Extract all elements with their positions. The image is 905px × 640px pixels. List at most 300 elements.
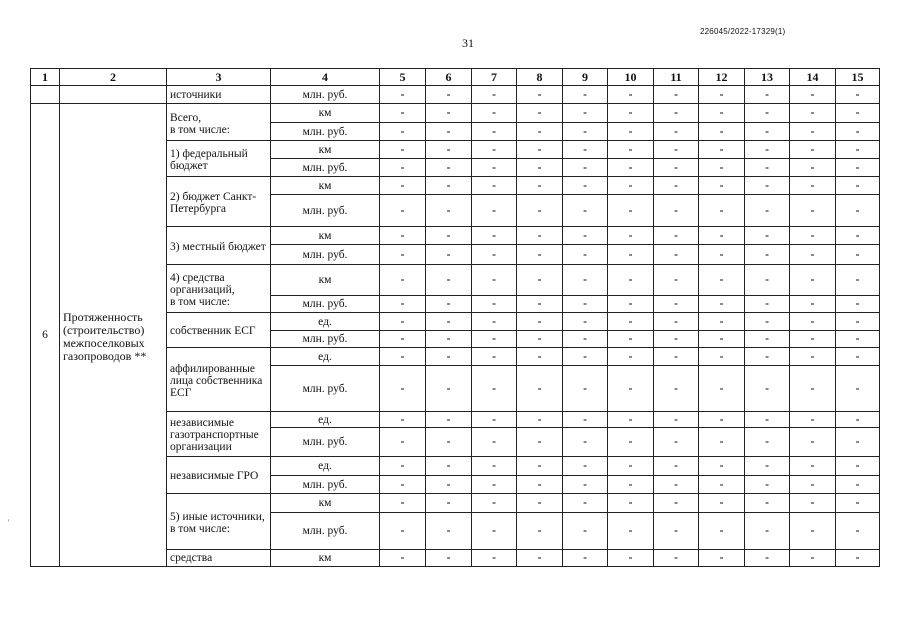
- value-cell: -: [790, 428, 836, 457]
- value-cell: -: [517, 366, 563, 412]
- value-cell: -: [745, 245, 790, 265]
- value-cell: -: [563, 296, 608, 313]
- value-cell: -: [790, 227, 836, 245]
- value-cell: -: [654, 313, 699, 331]
- source-cell: 4) средства организаций, в том числе:: [167, 265, 271, 313]
- value-cell: -: [563, 86, 608, 104]
- unit-cell: ед.: [271, 313, 380, 331]
- unit-cell: млн. руб.: [271, 513, 380, 550]
- value-cell: -: [654, 513, 699, 550]
- value-cell: -: [608, 331, 654, 348]
- value-cell: -: [790, 313, 836, 331]
- value-cell: -: [699, 123, 745, 141]
- value-cell: -: [699, 428, 745, 457]
- value-cell: -: [836, 296, 880, 313]
- indicator-cell: [60, 86, 167, 104]
- value-cell: -: [790, 550, 836, 567]
- value-cell: -: [836, 476, 880, 494]
- value-cell: -: [426, 123, 472, 141]
- value-cell: -: [836, 86, 880, 104]
- value-cell: -: [745, 195, 790, 227]
- value-cell: -: [426, 331, 472, 348]
- value-cell: -: [790, 245, 836, 265]
- value-cell: -: [380, 550, 426, 567]
- value-cell: -: [426, 366, 472, 412]
- value-cell: -: [563, 428, 608, 457]
- value-cell: -: [563, 265, 608, 296]
- value-cell: -: [699, 494, 745, 513]
- value-cell: -: [836, 550, 880, 567]
- value-cell: -: [426, 296, 472, 313]
- value-cell: -: [836, 227, 880, 245]
- value-cell: -: [472, 494, 517, 513]
- source-cell: Всего, в том числе:: [167, 104, 271, 141]
- value-cell: -: [745, 159, 790, 177]
- value-cell: -: [426, 428, 472, 457]
- value-cell: -: [426, 104, 472, 123]
- value-cell: -: [745, 296, 790, 313]
- column-header-15: 15: [836, 69, 880, 86]
- value-cell: -: [790, 86, 836, 104]
- value-cell: -: [426, 265, 472, 296]
- value-cell: -: [654, 412, 699, 428]
- value-cell: -: [790, 348, 836, 366]
- table-row: [31, 86, 880, 104]
- value-cell: -: [745, 265, 790, 296]
- source-cell: независимые газотранспортные организации: [167, 412, 271, 457]
- value-cell: -: [517, 476, 563, 494]
- value-cell: -: [380, 296, 426, 313]
- unit-cell: ед.: [271, 412, 380, 428]
- value-cell: -: [517, 550, 563, 567]
- value-cell: -: [380, 331, 426, 348]
- value-cell: -: [654, 123, 699, 141]
- unit-cell: млн. руб.: [271, 296, 380, 313]
- value-cell: -: [563, 348, 608, 366]
- row-number-cell: 6: [31, 104, 60, 567]
- value-cell: -: [380, 265, 426, 296]
- unit-cell: ед.: [271, 348, 380, 366]
- value-cell: -: [608, 476, 654, 494]
- value-cell: -: [380, 86, 426, 104]
- value-cell: -: [472, 457, 517, 476]
- value-cell: -: [790, 331, 836, 348]
- value-cell: -: [426, 141, 472, 159]
- value-cell: -: [836, 331, 880, 348]
- value-cell: -: [608, 313, 654, 331]
- value-cell: -: [380, 412, 426, 428]
- unit-cell: км: [271, 177, 380, 195]
- value-cell: -: [608, 412, 654, 428]
- source-cell: независимые ГРО: [167, 457, 271, 494]
- value-cell: -: [517, 227, 563, 245]
- value-cell: -: [745, 366, 790, 412]
- source-cell: 3) местный бюджет: [167, 227, 271, 265]
- value-cell: -: [426, 476, 472, 494]
- value-cell: -: [790, 104, 836, 123]
- unit-cell: млн. руб.: [271, 159, 380, 177]
- value-cell: -: [563, 366, 608, 412]
- value-cell: -: [472, 513, 517, 550]
- value-cell: -: [608, 177, 654, 195]
- value-cell: -: [563, 412, 608, 428]
- value-cell: -: [517, 86, 563, 104]
- value-cell: -: [426, 513, 472, 550]
- value-cell: -: [380, 313, 426, 331]
- unit-cell: км: [271, 550, 380, 567]
- value-cell: -: [426, 550, 472, 567]
- value-cell: -: [608, 86, 654, 104]
- column-header-6: 6: [426, 69, 472, 86]
- value-cell: -: [472, 159, 517, 177]
- value-cell: -: [608, 265, 654, 296]
- value-cell: -: [472, 296, 517, 313]
- value-cell: -: [699, 86, 745, 104]
- value-cell: -: [517, 159, 563, 177]
- column-header-1: 1: [31, 69, 60, 86]
- value-cell: -: [472, 428, 517, 457]
- unit-cell: км: [271, 227, 380, 245]
- value-cell: -: [472, 348, 517, 366]
- value-cell: -: [790, 177, 836, 195]
- value-cell: -: [380, 227, 426, 245]
- value-cell: -: [654, 296, 699, 313]
- value-cell: -: [745, 428, 790, 457]
- value-cell: -: [699, 227, 745, 245]
- value-cell: -: [517, 331, 563, 348]
- value-cell: -: [654, 159, 699, 177]
- value-cell: -: [699, 159, 745, 177]
- value-cell: -: [836, 366, 880, 412]
- value-cell: -: [380, 457, 426, 476]
- value-cell: -: [790, 494, 836, 513]
- value-cell: -: [426, 159, 472, 177]
- value-cell: -: [472, 412, 517, 428]
- value-cell: -: [790, 141, 836, 159]
- value-cell: -: [836, 513, 880, 550]
- source-cell: 5) иные источники, в том числе:: [167, 494, 271, 550]
- value-cell: -: [472, 227, 517, 245]
- value-cell: -: [563, 494, 608, 513]
- value-cell: -: [836, 313, 880, 331]
- value-cell: -: [699, 331, 745, 348]
- value-cell: -: [380, 177, 426, 195]
- value-cell: -: [699, 513, 745, 550]
- value-cell: -: [836, 141, 880, 159]
- value-cell: -: [836, 195, 880, 227]
- value-cell: -: [608, 104, 654, 123]
- value-cell: -: [745, 550, 790, 567]
- column-header-8: 8: [517, 69, 563, 86]
- value-cell: -: [745, 313, 790, 331]
- value-cell: -: [699, 265, 745, 296]
- value-cell: -: [426, 195, 472, 227]
- unit-cell: ед.: [271, 457, 380, 476]
- unit-cell: км: [271, 265, 380, 296]
- value-cell: -: [699, 245, 745, 265]
- value-cell: -: [517, 265, 563, 296]
- value-cell: -: [745, 412, 790, 428]
- value-cell: -: [836, 494, 880, 513]
- value-cell: -: [563, 245, 608, 265]
- unit-cell: млн. руб.: [271, 123, 380, 141]
- value-cell: -: [654, 141, 699, 159]
- value-cell: -: [517, 348, 563, 366]
- value-cell: -: [654, 457, 699, 476]
- value-cell: -: [563, 123, 608, 141]
- value-cell: -: [836, 265, 880, 296]
- value-cell: -: [836, 428, 880, 457]
- value-cell: -: [380, 428, 426, 457]
- value-cell: -: [426, 86, 472, 104]
- source-cell: 2) бюджет Санкт-Петербурга: [167, 177, 271, 227]
- value-cell: -: [699, 476, 745, 494]
- value-cell: -: [608, 195, 654, 227]
- value-cell: -: [517, 141, 563, 159]
- value-cell: -: [699, 296, 745, 313]
- value-cell: -: [790, 476, 836, 494]
- value-cell: -: [426, 494, 472, 513]
- source-cell: средства: [167, 550, 271, 567]
- value-cell: -: [836, 177, 880, 195]
- value-cell: -: [790, 265, 836, 296]
- value-cell: -: [608, 494, 654, 513]
- value-cell: -: [517, 177, 563, 195]
- value-cell: -: [745, 227, 790, 245]
- value-cell: -: [608, 550, 654, 567]
- column-header-14: 14: [790, 69, 836, 86]
- value-cell: -: [426, 457, 472, 476]
- unit-cell: млн. руб.: [271, 428, 380, 457]
- header-row: [31, 69, 880, 86]
- value-cell: -: [426, 177, 472, 195]
- value-cell: -: [836, 123, 880, 141]
- document-id: 226045/2022-17329(1): [700, 27, 786, 36]
- value-cell: -: [836, 245, 880, 265]
- value-cell: -: [563, 177, 608, 195]
- value-cell: -: [699, 141, 745, 159]
- value-cell: -: [472, 245, 517, 265]
- value-cell: -: [745, 104, 790, 123]
- value-cell: -: [699, 177, 745, 195]
- source-cell: собственник ЕСГ: [167, 313, 271, 348]
- value-cell: -: [745, 476, 790, 494]
- value-cell: -: [745, 331, 790, 348]
- value-cell: -: [836, 412, 880, 428]
- value-cell: -: [472, 313, 517, 331]
- value-cell: -: [517, 457, 563, 476]
- value-cell: -: [790, 123, 836, 141]
- value-cell: -: [517, 513, 563, 550]
- value-cell: -: [472, 86, 517, 104]
- column-header-3: 3: [167, 69, 271, 86]
- value-cell: -: [426, 313, 472, 331]
- value-cell: -: [654, 104, 699, 123]
- value-cell: -: [472, 123, 517, 141]
- value-cell: -: [699, 195, 745, 227]
- value-cell: -: [380, 476, 426, 494]
- value-cell: -: [517, 296, 563, 313]
- unit-cell: млн. руб.: [271, 476, 380, 494]
- value-cell: -: [654, 245, 699, 265]
- data-table: [30, 68, 880, 567]
- value-cell: -: [699, 457, 745, 476]
- value-cell: -: [790, 296, 836, 313]
- value-cell: -: [380, 159, 426, 177]
- value-cell: -: [608, 245, 654, 265]
- value-cell: -: [517, 428, 563, 457]
- value-cell: -: [654, 366, 699, 412]
- value-cell: -: [790, 159, 836, 177]
- value-cell: -: [563, 195, 608, 227]
- row-number-cell: [31, 86, 60, 104]
- value-cell: -: [836, 348, 880, 366]
- value-cell: -: [608, 227, 654, 245]
- column-header-11: 11: [654, 69, 699, 86]
- value-cell: -: [426, 348, 472, 366]
- unit-cell: км: [271, 141, 380, 159]
- value-cell: -: [472, 265, 517, 296]
- unit-cell: млн. руб.: [271, 86, 380, 104]
- source-cell: 1) федеральный бюджет: [167, 141, 271, 177]
- value-cell: -: [608, 141, 654, 159]
- value-cell: -: [608, 366, 654, 412]
- source-cell: источники: [167, 86, 271, 104]
- unit-cell: км: [271, 104, 380, 123]
- value-cell: -: [699, 104, 745, 123]
- value-cell: -: [745, 177, 790, 195]
- column-header-5: 5: [380, 69, 426, 86]
- value-cell: -: [790, 412, 836, 428]
- value-cell: -: [654, 476, 699, 494]
- table-row: [31, 104, 880, 123]
- page-number: 31: [462, 36, 474, 50]
- value-cell: -: [790, 366, 836, 412]
- value-cell: -: [563, 513, 608, 550]
- value-cell: -: [745, 494, 790, 513]
- value-cell: -: [654, 265, 699, 296]
- value-cell: -: [654, 331, 699, 348]
- value-cell: -: [608, 296, 654, 313]
- value-cell: -: [790, 513, 836, 550]
- value-cell: -: [790, 457, 836, 476]
- value-cell: -: [380, 195, 426, 227]
- value-cell: -: [836, 159, 880, 177]
- value-cell: -: [472, 366, 517, 412]
- unit-cell: млн. руб.: [271, 366, 380, 412]
- value-cell: -: [472, 104, 517, 123]
- value-cell: -: [517, 494, 563, 513]
- value-cell: -: [380, 245, 426, 265]
- value-cell: -: [654, 195, 699, 227]
- value-cell: -: [699, 550, 745, 567]
- value-cell: -: [745, 513, 790, 550]
- margin-mark: ': [8, 518, 10, 527]
- value-cell: -: [745, 123, 790, 141]
- value-cell: -: [563, 457, 608, 476]
- value-cell: -: [563, 159, 608, 177]
- value-cell: -: [699, 313, 745, 331]
- value-cell: -: [654, 550, 699, 567]
- column-header-12: 12: [699, 69, 745, 86]
- value-cell: -: [608, 348, 654, 366]
- value-cell: -: [472, 550, 517, 567]
- value-cell: -: [380, 104, 426, 123]
- value-cell: -: [745, 457, 790, 476]
- value-cell: -: [380, 348, 426, 366]
- value-cell: -: [426, 412, 472, 428]
- value-cell: -: [790, 195, 836, 227]
- value-cell: -: [608, 513, 654, 550]
- value-cell: -: [380, 141, 426, 159]
- column-header-10: 10: [608, 69, 654, 86]
- value-cell: -: [654, 177, 699, 195]
- value-cell: -: [608, 428, 654, 457]
- value-cell: -: [563, 550, 608, 567]
- value-cell: -: [608, 123, 654, 141]
- value-cell: -: [745, 141, 790, 159]
- value-cell: -: [699, 348, 745, 366]
- value-cell: -: [517, 123, 563, 141]
- indicator-title-cell: Протяженность (строительство) межпоселковых газопроводов **: [60, 104, 167, 567]
- value-cell: -: [608, 159, 654, 177]
- value-cell: -: [745, 348, 790, 366]
- value-cell: -: [563, 227, 608, 245]
- value-cell: -: [836, 457, 880, 476]
- unit-cell: км: [271, 494, 380, 513]
- value-cell: -: [745, 86, 790, 104]
- value-cell: -: [472, 331, 517, 348]
- value-cell: -: [563, 313, 608, 331]
- value-cell: -: [472, 195, 517, 227]
- column-header-9: 9: [563, 69, 608, 86]
- unit-cell: млн. руб.: [271, 245, 380, 265]
- value-cell: -: [517, 313, 563, 331]
- value-cell: -: [380, 366, 426, 412]
- value-cell: -: [517, 412, 563, 428]
- value-cell: -: [380, 123, 426, 141]
- column-header-7: 7: [472, 69, 517, 86]
- value-cell: -: [654, 348, 699, 366]
- value-cell: -: [517, 195, 563, 227]
- value-cell: -: [563, 141, 608, 159]
- value-cell: -: [608, 457, 654, 476]
- value-cell: -: [517, 104, 563, 123]
- column-header-2: 2: [60, 69, 167, 86]
- value-cell: -: [699, 412, 745, 428]
- value-cell: -: [654, 227, 699, 245]
- value-cell: -: [380, 494, 426, 513]
- value-cell: -: [472, 177, 517, 195]
- value-cell: -: [472, 141, 517, 159]
- value-cell: -: [563, 331, 608, 348]
- column-header-4: 4: [271, 69, 380, 86]
- value-cell: -: [654, 494, 699, 513]
- value-cell: -: [563, 476, 608, 494]
- value-cell: -: [426, 245, 472, 265]
- value-cell: -: [472, 476, 517, 494]
- value-cell: -: [426, 227, 472, 245]
- unit-cell: млн. руб.: [271, 331, 380, 348]
- value-cell: -: [699, 366, 745, 412]
- source-cell: аффилированные лица собственника ЕСГ: [167, 348, 271, 412]
- value-cell: -: [654, 86, 699, 104]
- value-cell: -: [836, 104, 880, 123]
- column-header-13: 13: [745, 69, 790, 86]
- value-cell: -: [517, 245, 563, 265]
- unit-cell: млн. руб.: [271, 195, 380, 227]
- value-cell: -: [654, 428, 699, 457]
